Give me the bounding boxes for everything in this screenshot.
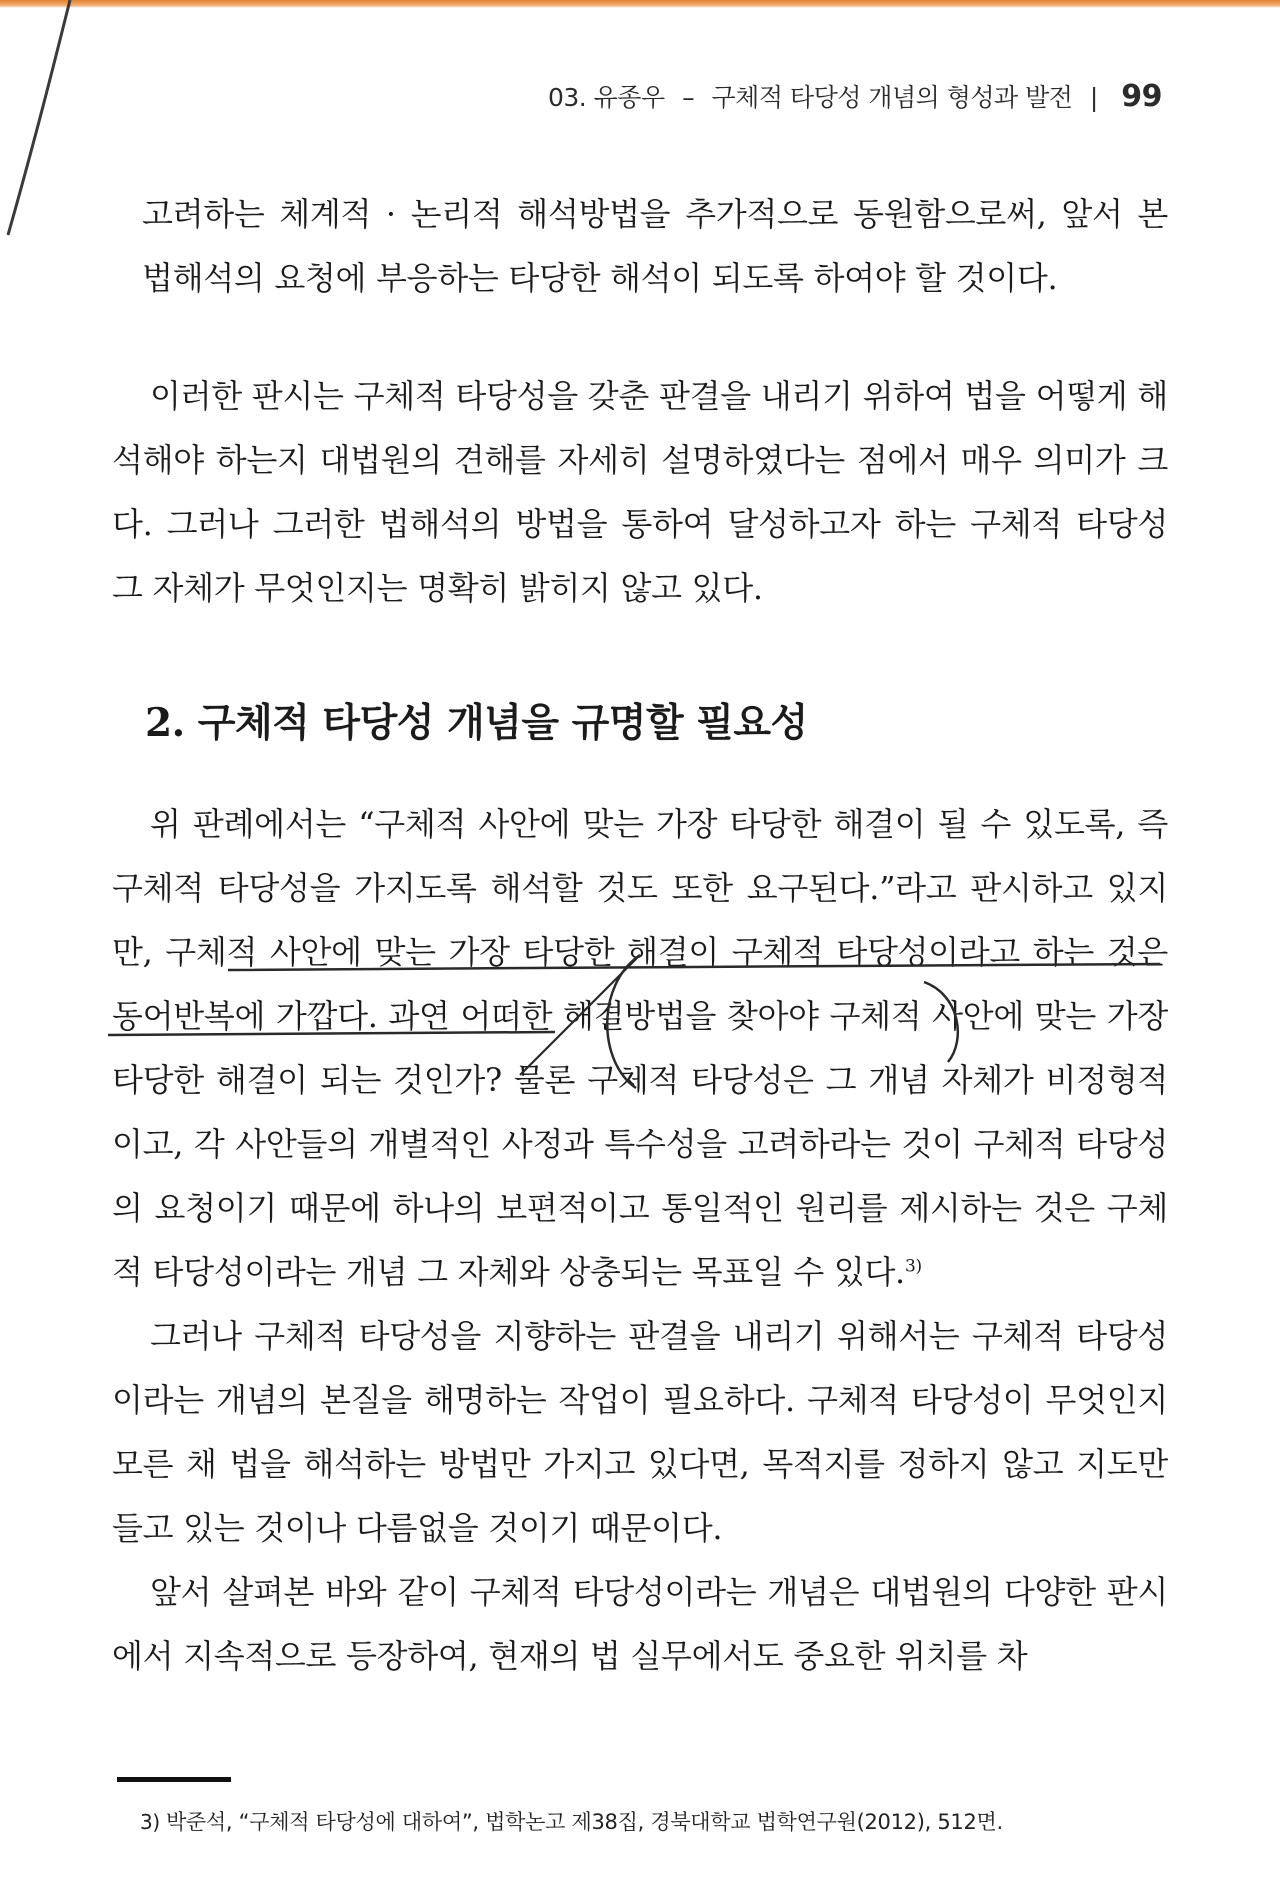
paragraph-3 bbox=[112, 792, 1168, 1304]
footnote-mark: 3) bbox=[140, 1810, 160, 1834]
footnote-reference[interactable]: 3) bbox=[904, 1256, 922, 1277]
section-heading: 2. 구체적 타당성 개념을 규명할 필요성 bbox=[145, 700, 808, 746]
paragraph-4: 그러나 구체적 타당성을 지향하는 판결을 내리기 위해서는 구체적 타당성이라는 개념의 본질을 해명하는 작업이 필요하다. 구체적 타당성이 무엇인지 모른 채 법을 해석하는 방법만 가지고 있다면, 목적지를 정하지 않고 지도만 들고 있는 것이나 다름없을 것이기 때문이다. bbox=[112, 1317, 1168, 1547]
scan-page-fold bbox=[0, 0, 120, 300]
header-separator: – bbox=[682, 83, 695, 112]
running-header bbox=[400, 78, 1162, 114]
paragraph-3-text: 위 판례에서는 “구체적 사안에 맞는 가장 타당한 해결이 될 수 있도록, 즉 구체적 타당성을 가지도록 해석할 것도 또한 요구된다.”라고 판시하고 있지만, 구체적 사안에 맞는 가장 타당한 해결이 구체적 타당성이라고 하는 것은 동어반복에 가깝다. 과연 어떠한 해결방법을 찾아야 구체적 사안에 맞는 가장 타당한 해결이 되는 것인가? 물론 구체적 타당성은 그 개념 자체가 비정형적이고, 각 사안들의 개별적인 사정과 특수성을 고려하라는 것이 구체적 타당성의 요청이기 때문에 하나의 보편적이고 통일적인 원리를 제시하는 것은 구체적 타당성이라는 개념 그 자체와 상충되는 목표일 수 있다. bbox=[112, 805, 1168, 1291]
paragraph-2-block bbox=[112, 364, 1168, 620]
footnote bbox=[140, 1806, 1140, 1836]
footnote-text: 박준석, “구체적 타당성에 대하여”, 법학논고 제38집, 경북대학교 법학연구원(2012), 512면. bbox=[165, 1810, 1003, 1834]
header-chapter-title: 구체적 타당성 개념의 형성과 발전 bbox=[711, 83, 1073, 112]
paragraph-1: 고려하는 체계적 · 논리적 해석방법을 추가적으로 동원함으로써, 앞서 본 법해석의 요청에 부응하는 타당한 해석이 되도록 하여야 할 것이다. bbox=[142, 195, 1168, 297]
paragraph-2: 이러한 판시는 구체적 타당성을 갖춘 판결을 내리기 위하여 법을 어떻게 해석해야 하는지 대법원의 견해를 자세히 설명하였다는 점에서 매우 의미가 크다. 그러나 그러한 법해석의 방법을 통하여 달성하고자 하는 구체적 타당성 그 자체가 무엇인지는 명확히 밝히지 않고 있다. bbox=[112, 377, 1168, 607]
header-chapter: 03. 유종우 bbox=[547, 83, 665, 112]
header-divider: | bbox=[1089, 83, 1098, 112]
paragraph-5: 앞서 살펴본 바와 같이 구체적 타당성이라는 개념은 대법원의 다양한 판시에서 지속적으로 등장하여, 현재의 법 실무에서도 중요한 위치를 차 bbox=[112, 1573, 1168, 1675]
scan-top-edge bbox=[0, 0, 1280, 8]
footnote-divider bbox=[117, 1777, 231, 1782]
paragraph-3-block bbox=[112, 792, 1168, 1688]
continuation-paragraph-block bbox=[112, 182, 1168, 310]
page-number: 99 bbox=[1121, 79, 1162, 114]
